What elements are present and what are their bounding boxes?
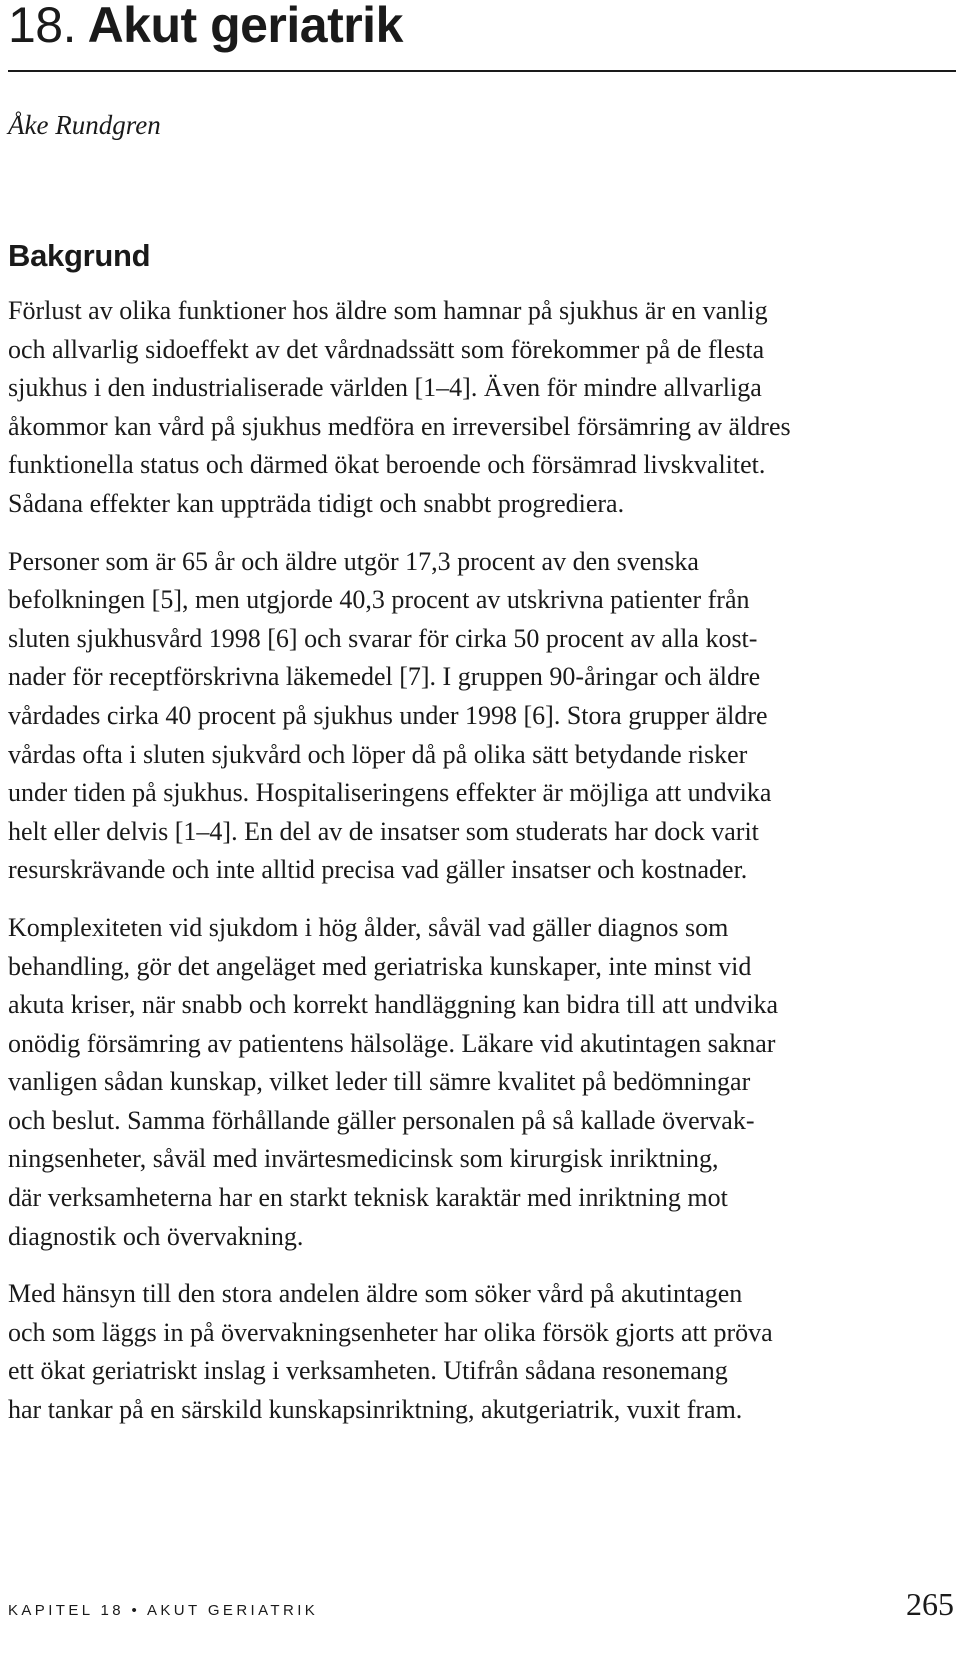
text-line: diagnostik och övervakning. bbox=[8, 1221, 304, 1251]
section-heading: Bakgrund bbox=[8, 238, 151, 273]
page-number: 265 bbox=[906, 1586, 954, 1622]
chapter-heading bbox=[8, 0, 403, 56]
paragraph bbox=[8, 292, 956, 524]
text-line: åkommor kan vård på sjukhus medföra en irreversibel försämring av äldres bbox=[8, 411, 791, 441]
text-line: akuta kriser, när snabb och korrekt handläggning kan bidra till att undvika bbox=[8, 990, 779, 1020]
text-line: behandling, gör det angeläget med geriatriska kunskaper, inte minst vid bbox=[8, 951, 752, 981]
heading-rule bbox=[8, 70, 956, 72]
document-page bbox=[8, 0, 956, 1664]
text-line: under tiden på sjukhus. Hospitaliseringens effekter är möjliga att undvika bbox=[8, 778, 772, 808]
text-line: och beslut. Samma förhållande gäller personalen på så kallade övervak- bbox=[8, 1105, 755, 1135]
text-line: och allvarlig sidoeffekt av det vårdnadssätt som förekommer på de flesta bbox=[8, 334, 765, 364]
running-head: KAPITEL 18 • AKUT GERIATRIK bbox=[8, 1602, 319, 1619]
chapter-number: 18. bbox=[8, 0, 77, 53]
paragraph bbox=[8, 1275, 956, 1429]
text-line: Personer som är 65 år och äldre utgör 17,3 procent av den svenska bbox=[8, 546, 699, 576]
text-line: har tankar på en särskild kunskapsinriktning, akutgeriatrik, vuxit fram. bbox=[8, 1395, 743, 1425]
text-line: Sådana effekter kan uppträda tidigt och snabbt progrediera. bbox=[8, 488, 625, 518]
text-line: sluten sjukhusvård 1998 [6] och svarar för cirka 50 procent av alla kost- bbox=[8, 623, 758, 653]
text-line: där verksamheterna har en starkt teknisk karaktär med inriktning mot bbox=[8, 1183, 728, 1213]
text-line: helt eller delvis [1–4]. En del av de insatser som studerats har dock varit bbox=[8, 816, 759, 846]
chapter-title: Akut geriatrik bbox=[87, 0, 403, 53]
text-line: sjukhus i den industrialiserade världen [1–4]. Även för mindre allvarliga bbox=[8, 373, 762, 403]
text-line: Förlust av olika funktioner hos äldre som hamnar på sjukhus är en vanlig bbox=[8, 296, 768, 325]
text-line: Med hänsyn till den stora andelen äldre som söker vård på akutintagen bbox=[8, 1279, 743, 1309]
body-text bbox=[8, 292, 956, 1449]
text-line: ett ökat geriatriskt inslag i verksamheten. Utifrån sådana resonemang bbox=[8, 1356, 728, 1386]
text-line: ningsenheter, såväl med invärtesmedicinsk som kirurgisk inriktning, bbox=[8, 1144, 719, 1174]
text-line: vårdas ofta i sluten sjukvård och löper då på olika sätt betydande risker bbox=[8, 739, 748, 769]
paragraph bbox=[8, 909, 956, 1256]
page-footer bbox=[8, 1580, 956, 1628]
paragraph bbox=[8, 543, 956, 890]
text-line: befolkningen [5], men utgjorde 40,3 procent av utskrivna patienter från bbox=[8, 585, 750, 615]
text-line: resurskrävande och inte alltid precisa vad gäller insatser och kostnader. bbox=[8, 855, 748, 885]
text-line: och som läggs in på övervakningsenheter har olika försök gjorts att pröva bbox=[8, 1317, 773, 1347]
text-line: onödig försämring av patientens hälsoläge. Läkare vid akutintagen saknar bbox=[8, 1028, 776, 1058]
text-line: Komplexiteten vid sjukdom i hög ålder, såväl vad gäller diagnos som bbox=[8, 912, 729, 942]
text-line: funktionella status och därmed ökat beroende och försämrad livskvalitet. bbox=[8, 450, 766, 480]
text-line: vanligen sådan kunskap, vilket leder till sämre kvalitet på bedömningar bbox=[8, 1067, 751, 1097]
text-line: nader för receptförskrivna läkemedel [7]. I gruppen 90-åringar och äldre bbox=[8, 662, 761, 692]
author-name: Åke Rundgren bbox=[8, 110, 161, 140]
text-line: vårdades cirka 40 procent på sjukhus under 1998 [6]. Stora grupper äldre bbox=[8, 700, 768, 730]
